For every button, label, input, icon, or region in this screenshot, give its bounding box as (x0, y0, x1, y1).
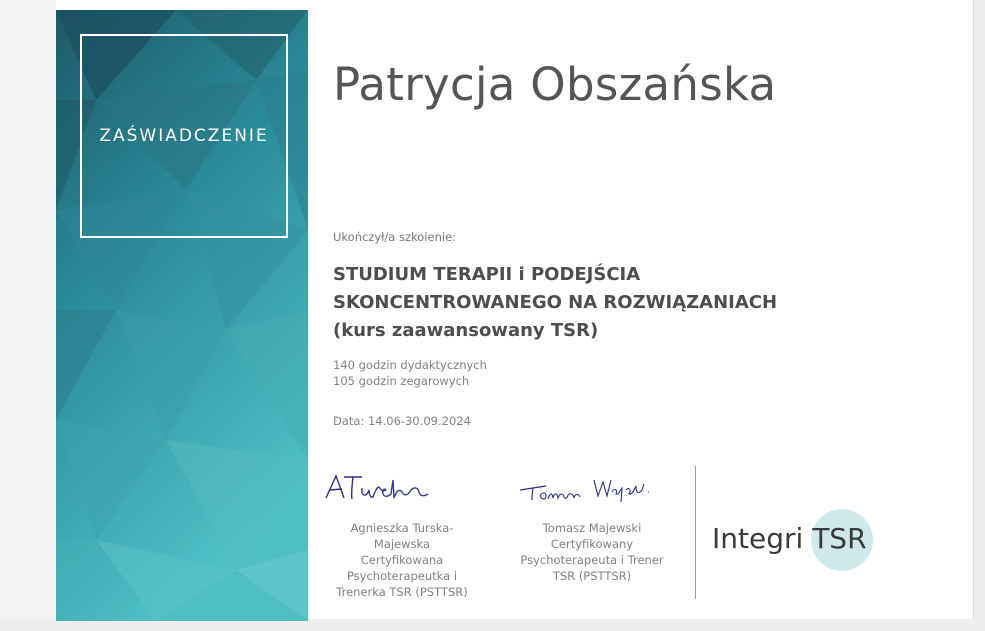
signatory-1-line: Trenerka TSR (PSTTSR) (336, 585, 468, 599)
course-hours (333, 357, 487, 389)
signature-divider (695, 466, 696, 599)
signatory-2-line: Tomasz Majewski (542, 521, 642, 535)
course-title (333, 261, 893, 345)
integri-tsr-logo (712, 522, 867, 555)
signatory-1-details (322, 520, 482, 600)
hours-clock: 105 godzin zegarowych (333, 374, 470, 388)
certificate-heading-frame (80, 34, 288, 238)
signatory-2-line: TSR (PSTTSR) (552, 569, 632, 583)
signatory-1-line: Majewska (373, 537, 431, 551)
course-date: Data: 14.06-30.09.2024 (333, 414, 471, 428)
signatory-2-line: Certyfikowany (550, 537, 634, 551)
signatory-1-line: Agnieszka Turska- (350, 521, 454, 535)
completed-label: Ukończył/a szkolenie: (333, 230, 457, 244)
page-margin-left (0, 0, 56, 631)
course-title-line: (kurs zaawansowany TSR) (333, 320, 599, 341)
signatory-2-line: Psychoterapeuta i Trener (520, 553, 664, 567)
signature-turska (318, 468, 458, 518)
page-margin-right (973, 0, 985, 631)
signatory-2-details (502, 520, 682, 584)
hours-didactic: 140 godzin dydaktycznych (333, 358, 487, 372)
logo-part-integri: Integri (712, 522, 804, 555)
logo-part-tsr: TSR (812, 522, 867, 555)
decorative-panel (56, 10, 308, 621)
signature-majewski (508, 468, 668, 518)
course-title-line: SKONCENTROWANEGO NA ROZWIĄZANIACH (333, 292, 778, 313)
signatory-1-line: Certyfikowana (360, 553, 444, 567)
course-title-line: STUDIUM TERAPII i PODEJŚCIA (333, 264, 641, 285)
recipient-name: Patrycja Obszańska (333, 58, 777, 111)
certificate-heading: ZAŚWIADCZENIE (99, 126, 269, 146)
signatory-1-line: Psychoterapeutka i (346, 569, 458, 583)
